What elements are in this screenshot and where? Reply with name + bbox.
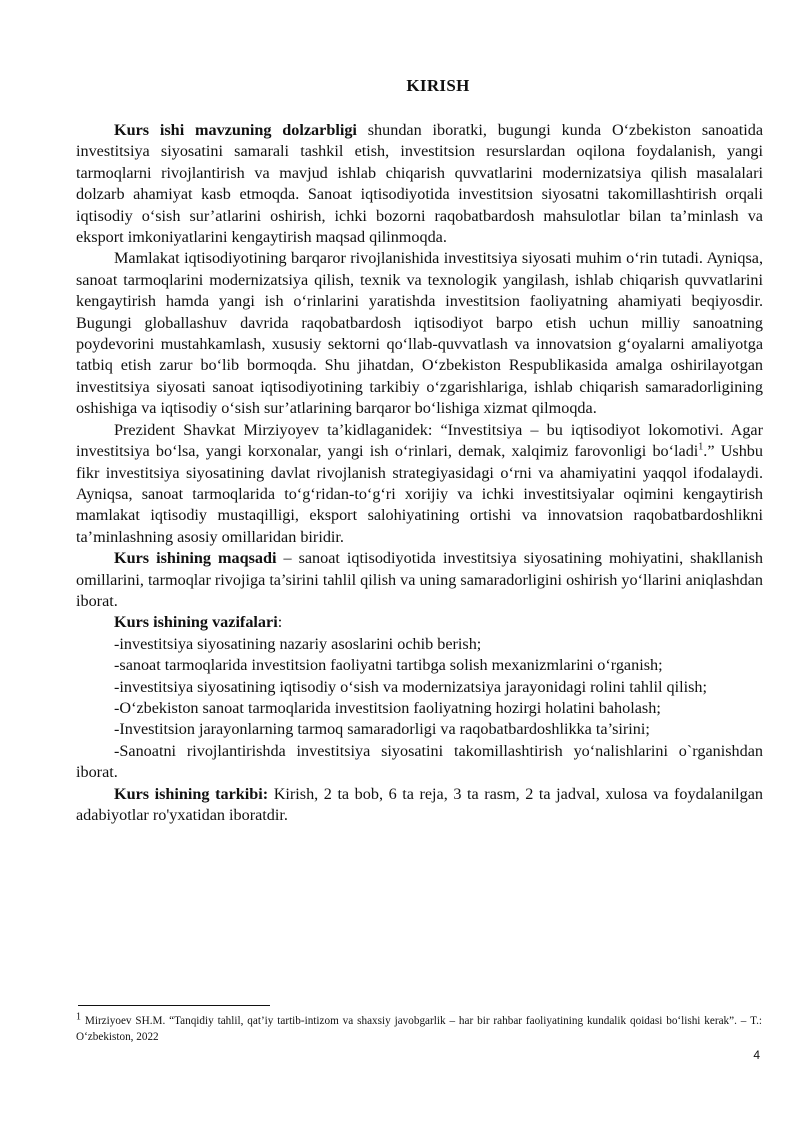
footnote-text: Mirziyoev SH.M. “Tanqidiy tahlil, qat’iy tartib-intizom va shaxsiy javobgarlik – har bir rahbar faoliyatining kundalik qoidasi bo‘lishi kerak”. – T.: O‘zbekiston, 2022 [76, 1015, 762, 1043]
paragraph-tasks-heading [76, 612, 763, 633]
list-item: -sanoat tarmoqlarida investitsion faoliyatni tartibga solish mexanizmlarini o‘rganish; [114, 656, 663, 675]
tasks-heading-colon: : [277, 613, 283, 632]
list-item: -investitsiya siyosatining iqtisodiy o‘sish va modernizatsiya jarayonidagi rolini tahlil qilish; [114, 677, 708, 696]
goal-text: – sanoat iqtisodiyotida investitsiya siyosatining mohiyatini, shakllanish omillarini, tarmoqlar rivojiga ta’sirini tahlil qilish va uning samaradorligini oshirish yo‘llarini aniqlashdan iborat. [76, 549, 763, 610]
footnote-ref[interactable]: 1 [698, 441, 704, 453]
list-item: -O‘zbekiston sanoat tarmoqlarida investitsion faoliyatning hozirgi holatini baholash; [114, 698, 661, 717]
footnote-separator [78, 1005, 270, 1006]
quote-text-a: Prezident Shavkat Mirziyoyev ta’kidlaganidek: “Investitsiya – bu iqtisodiyot lokomotivi. Agar investitsiya bo‘lsa, yangi korxonalar, yangi ish o‘rinlari, demak, xalqimiz farovonligi bo‘ladi [76, 420, 763, 461]
paragraph-relevance [76, 120, 763, 248]
relevance-heading: Kurs ishi mavzuning dolzarbligi [114, 121, 357, 139]
page-number: 4 [753, 1048, 760, 1062]
footnote-number: 1 [76, 1011, 81, 1023]
list-item: -Sanoatni rivojlantirishda investitsiya siyosatini takomillashtirish yo‘nalishlarini o`rganishdan iborat. [76, 741, 763, 782]
paragraph-structure [76, 784, 763, 827]
quote-text-b: .” Ushbu fikr investitsiya siyosatining davlat rivojlanish strategiyasidagi o‘rni va ahamiyatini yaqqol ifodalaydi. Ayniqsa, sanoat tarmoqlarida to‘g‘ridan-to‘g‘ri xorijiy va ichki investitsiyalar oqimini kengaytirish mamlakat iqtisodiy mustaqilligi, eksport salohiyatining ortishi va innovatsion raqobatbardoshlikni ta’minlashning asosiy omillaridan biridir. [76, 442, 763, 546]
paragraph-president-quote [76, 420, 763, 548]
footnote [76, 1013, 762, 1045]
paragraph-goal [76, 548, 763, 612]
paragraph-investment-role: Mamlakat iqtisodiyotining barqaror rivojlanishida investitsiya siyosati muhim o‘rin tutadi. Ayniqsa, sanoat tarmoqlarini modernizatsiya qilish, texnik va texnologik yangilash, ishlab chiqarish quvvatlarini kengaytirish hamda yangi ish o‘rinlarini yaratishda investitsion faoliyatning ahamiyati beqiyosdir. Bugungi globallashuv davrida raqobatbardosh iqtisodiyot barpo etish uchun milliy sanoatning poydevorini mustahkamlash, xususiy sektorni qo‘llab-quvvatlash va innovatsion g‘oyalarni amaliyotga tatbiq etish zarur bo‘lib bormoqda. Shu jihatdan, O‘zbekiston Respublikasida amalga oshirilayotgan investitsiya siyosati sanoat iqtisodiyotining tarkibiy o‘zgarishlariga, ishlab chiqarish samaradorligining oshishiga va iqtisodiy o‘sish sur’atlarining barqaror bo‘lishiga xizmat qilmoqda. [76, 249, 763, 418]
goal-heading: Kurs ishining maqsadi [114, 549, 277, 568]
structure-text: Kirish, 2 ta bob, 6 ta reja, 3 ta rasm, 2 ta jadval, xulosa va foydalanilgan adabiyotlar ro'yxatidan iboratdir. [76, 784, 763, 824]
section-title: KIRISH [406, 76, 470, 95]
body-text [76, 120, 763, 826]
list-item: -investitsiya siyosatining nazariy asoslarini ochib berish; [114, 634, 482, 653]
list-item: -Investitsion jarayonlarning tarmoq samaradorligi va raqobatbardoshlikka ta’sirini; [114, 720, 650, 739]
tasks-heading: Kurs ishining vazifalari [114, 613, 278, 632]
structure-heading: Kurs ishining tarkibi: [114, 784, 269, 803]
relevance-text: shundan iboratki, bugungi kunda O‘zbekiston sanoatida investitsiya siyosatini samarali tashkil etish, investitsion resurslardan oqilona foydalanish, yangi tarmoqlarni rivojlantirish va mavjud ishlab chiqarish quvvatlarini modernizatsiya qilish masalalari dolzarb ahamiyat kasb etmoqda. Sanoat iqtisodiyotida investitsion siyosatni takomillashtirish orqali iqtisodiy o‘sish sur’atlarini oshirish, ichki bozorni raqobatbardosh mahsulotlar bilan ta’minlash va eksport imkoniyatlarini kengaytirish maqsad qilinmoqda. [76, 121, 764, 247]
